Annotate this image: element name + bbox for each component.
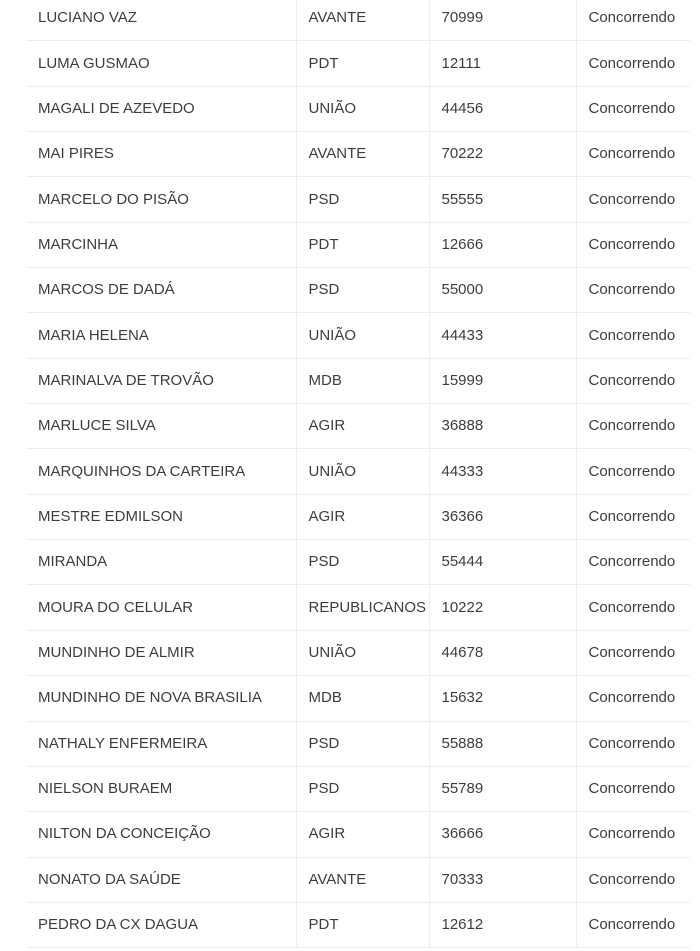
candidate-number-cell: 55789 bbox=[429, 766, 576, 811]
candidate-party-cell: PSD bbox=[296, 766, 429, 811]
table-row bbox=[26, 404, 690, 449]
candidate-status-cell: Concorrendo bbox=[576, 494, 690, 539]
candidate-name-cell: NILTON DA CONCEIÇÃO bbox=[26, 812, 296, 857]
table-row bbox=[26, 177, 690, 222]
candidate-status-cell: Concorrendo bbox=[576, 857, 690, 902]
candidate-party-cell: AVANTE bbox=[296, 0, 429, 41]
candidate-name-cell: NATHALY ENFERMEIRA bbox=[26, 721, 296, 766]
candidate-number-cell: 12666 bbox=[429, 222, 576, 267]
candidate-number-cell: 36666 bbox=[429, 812, 576, 857]
table-row bbox=[26, 540, 690, 585]
table-row bbox=[26, 857, 690, 902]
candidate-party-cell: AVANTE bbox=[296, 857, 429, 902]
candidate-name-cell: MAGALI DE AZEVEDO bbox=[26, 86, 296, 131]
candidates-table-container bbox=[26, 0, 690, 948]
candidate-party-cell: PDT bbox=[296, 902, 429, 947]
candidate-status-cell: Concorrendo bbox=[576, 222, 690, 267]
table-row bbox=[26, 86, 690, 131]
candidate-name-cell: LUMA GUSMAO bbox=[26, 41, 296, 86]
candidate-party-cell: MDB bbox=[296, 676, 429, 721]
candidate-name-cell: MUNDINHO DE NOVA BRASILIA bbox=[26, 676, 296, 721]
table-row bbox=[26, 630, 690, 675]
candidate-party-cell: REPUBLICANOS bbox=[296, 585, 429, 630]
candidates-table bbox=[26, 0, 690, 948]
candidate-name-cell: PEDRO DA CX DAGUA bbox=[26, 902, 296, 947]
table-row bbox=[26, 41, 690, 86]
candidate-number-cell: 36888 bbox=[429, 404, 576, 449]
table-row bbox=[26, 132, 690, 177]
candidate-status-cell: Concorrendo bbox=[576, 313, 690, 358]
candidate-name-cell: NIELSON BURAEM bbox=[26, 766, 296, 811]
candidate-number-cell: 55888 bbox=[429, 721, 576, 766]
table-row bbox=[26, 222, 690, 267]
candidate-party-cell: PSD bbox=[296, 540, 429, 585]
candidate-status-cell: Concorrendo bbox=[576, 812, 690, 857]
table-row bbox=[26, 585, 690, 630]
candidate-number-cell: 70222 bbox=[429, 132, 576, 177]
candidate-party-cell: UNIÃO bbox=[296, 449, 429, 494]
candidate-name-cell: MARQUINHOS DA CARTEIRA bbox=[26, 449, 296, 494]
table-row bbox=[26, 0, 690, 41]
candidate-name-cell: MARIA HELENA bbox=[26, 313, 296, 358]
candidates-table-body bbox=[26, 0, 690, 948]
candidate-status-cell: Concorrendo bbox=[576, 540, 690, 585]
candidate-status-cell: Concorrendo bbox=[576, 132, 690, 177]
candidate-number-cell: 44433 bbox=[429, 313, 576, 358]
candidate-party-cell: UNIÃO bbox=[296, 313, 429, 358]
candidate-number-cell: 55555 bbox=[429, 177, 576, 222]
candidate-status-cell: Concorrendo bbox=[576, 721, 690, 766]
candidate-status-cell: Concorrendo bbox=[576, 358, 690, 403]
candidate-status-cell: Concorrendo bbox=[576, 585, 690, 630]
candidate-status-cell: Concorrendo bbox=[576, 676, 690, 721]
table-row bbox=[26, 766, 690, 811]
candidate-party-cell: PSD bbox=[296, 268, 429, 313]
candidate-name-cell: NONATO DA SAÚDE bbox=[26, 857, 296, 902]
candidate-party-cell: AGIR bbox=[296, 494, 429, 539]
table-row bbox=[26, 449, 690, 494]
candidate-status-cell: Concorrendo bbox=[576, 0, 690, 41]
candidate-status-cell: Concorrendo bbox=[576, 449, 690, 494]
table-row bbox=[26, 676, 690, 721]
candidate-status-cell: Concorrendo bbox=[576, 902, 690, 947]
candidate-party-cell: UNIÃO bbox=[296, 86, 429, 131]
candidate-name-cell: MAI PIRES bbox=[26, 132, 296, 177]
candidate-party-cell: MDB bbox=[296, 358, 429, 403]
candidate-party-cell: AVANTE bbox=[296, 132, 429, 177]
candidate-party-cell: AGIR bbox=[296, 404, 429, 449]
candidate-number-cell: 55444 bbox=[429, 540, 576, 585]
candidate-number-cell: 44678 bbox=[429, 630, 576, 675]
candidate-name-cell: MARCELO DO PISÃO bbox=[26, 177, 296, 222]
candidate-name-cell: MARCINHA bbox=[26, 222, 296, 267]
candidate-number-cell: 12612 bbox=[429, 902, 576, 947]
table-row bbox=[26, 358, 690, 403]
candidate-status-cell: Concorrendo bbox=[576, 630, 690, 675]
table-row bbox=[26, 902, 690, 947]
candidate-number-cell: 10222 bbox=[429, 585, 576, 630]
candidate-status-cell: Concorrendo bbox=[576, 177, 690, 222]
candidate-number-cell: 12111 bbox=[429, 41, 576, 86]
candidate-name-cell: MESTRE EDMILSON bbox=[26, 494, 296, 539]
candidate-name-cell: LUCIANO VAZ bbox=[26, 0, 296, 41]
candidate-status-cell: Concorrendo bbox=[576, 86, 690, 131]
candidate-status-cell: Concorrendo bbox=[576, 268, 690, 313]
candidate-number-cell: 15632 bbox=[429, 676, 576, 721]
candidate-number-cell: 70999 bbox=[429, 0, 576, 41]
candidate-number-cell: 15999 bbox=[429, 358, 576, 403]
table-row bbox=[26, 721, 690, 766]
candidate-name-cell: MIRANDA bbox=[26, 540, 296, 585]
candidate-party-cell: UNIÃO bbox=[296, 630, 429, 675]
table-row bbox=[26, 494, 690, 539]
candidate-status-cell: Concorrendo bbox=[576, 766, 690, 811]
table-row bbox=[26, 268, 690, 313]
candidate-name-cell: MARCOS DE DADÁ bbox=[26, 268, 296, 313]
candidate-name-cell: MARLUCE SILVA bbox=[26, 404, 296, 449]
candidate-number-cell: 44333 bbox=[429, 449, 576, 494]
candidate-party-cell: PDT bbox=[296, 41, 429, 86]
candidate-number-cell: 44456 bbox=[429, 86, 576, 131]
candidate-name-cell: MOURA DO CELULAR bbox=[26, 585, 296, 630]
table-row bbox=[26, 812, 690, 857]
candidate-name-cell: MARINALVA DE TROVÃO bbox=[26, 358, 296, 403]
candidate-number-cell: 70333 bbox=[429, 857, 576, 902]
table-row bbox=[26, 313, 690, 358]
candidate-status-cell: Concorrendo bbox=[576, 41, 690, 86]
candidate-number-cell: 55000 bbox=[429, 268, 576, 313]
candidate-party-cell: PDT bbox=[296, 222, 429, 267]
candidate-party-cell: AGIR bbox=[296, 812, 429, 857]
candidate-status-cell: Concorrendo bbox=[576, 404, 690, 449]
candidate-number-cell: 36366 bbox=[429, 494, 576, 539]
candidate-party-cell: PSD bbox=[296, 721, 429, 766]
candidate-party-cell: PSD bbox=[296, 177, 429, 222]
candidate-name-cell: MUNDINHO DE ALMIR bbox=[26, 630, 296, 675]
